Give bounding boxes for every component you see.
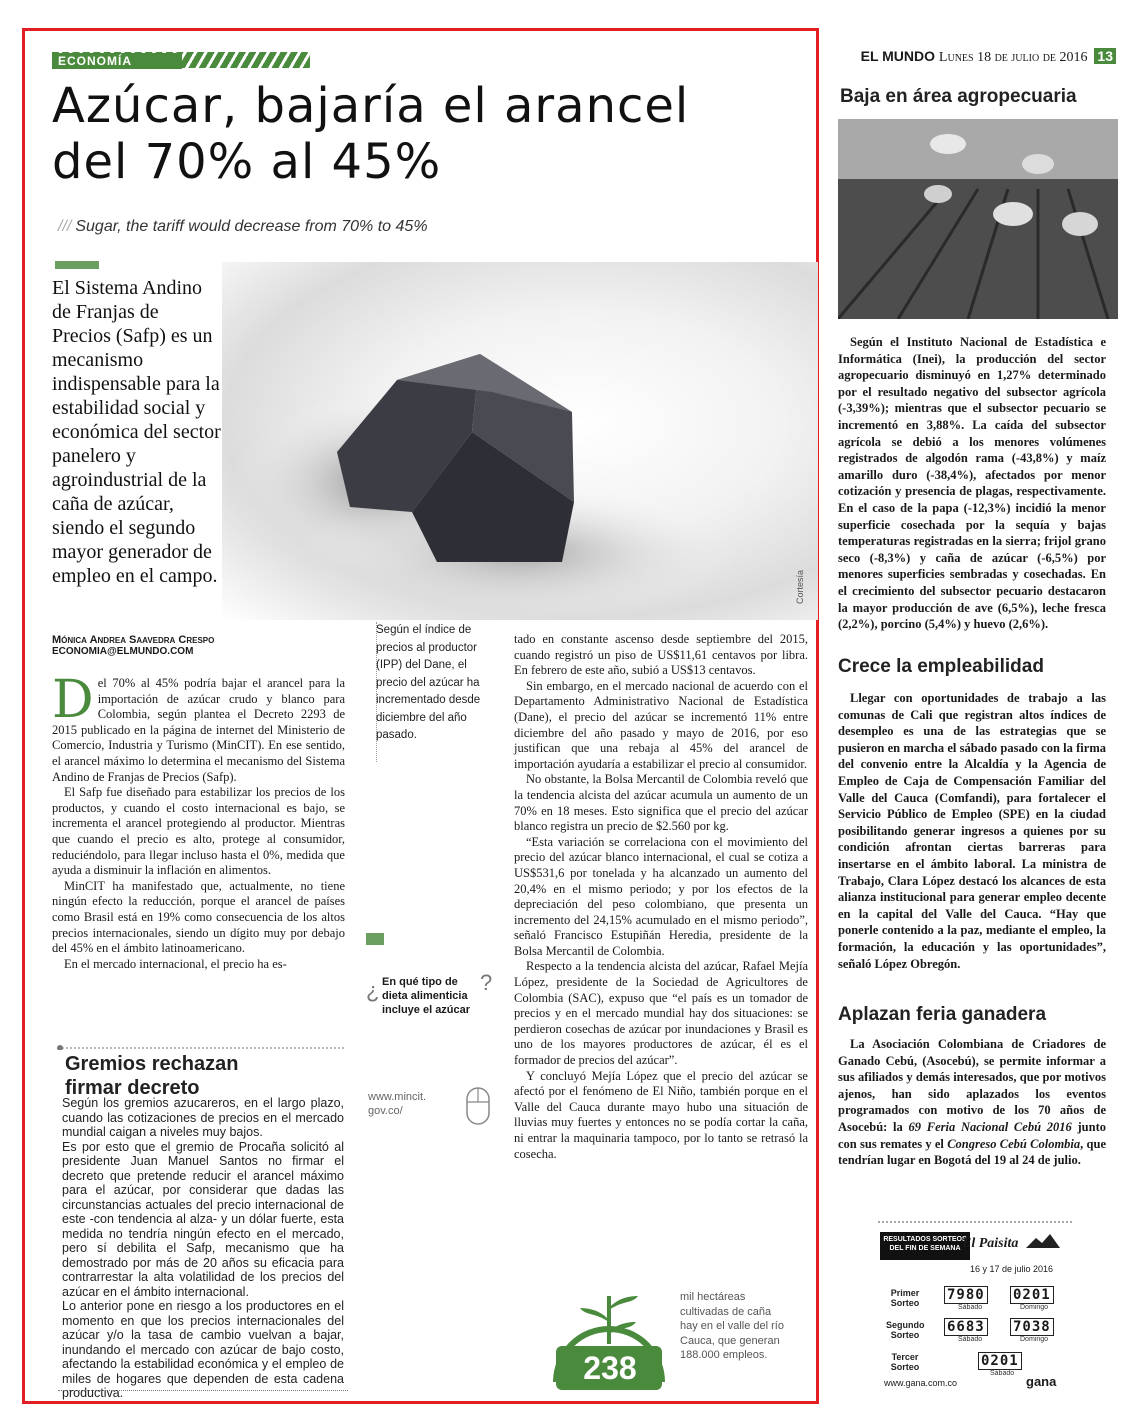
number: 7038 [1010, 1318, 1054, 1336]
number: 6683 [944, 1318, 988, 1336]
sidebar-body-1: Según el Instituto Nacional de Estadística e Informática (Inei), la producción del sector agropecuario disminuyó en 1,27% determinado por el resultado negativo del subsector agrícola (-3,39%); mientras que el subsector pecuario se incrementó en 3,88%. La caída del subsector agrícola se debió a los menores volúmenes registrados de algodón rama (-43,8%) y maíz amarillo duro (-38,4%), afectados por menor cotización y presencia de plagas, respectivamente. En el caso de la papa (-12,3%) incidió la menor superficie cosechada por la sequía y bajas temperaturas registradas en la sierra; frijol grano seco (-8,3%) y caña de azúcar (-6,5%) por menores superficies sembradas y cosechadas. En el crecimiento del subsector pecuario destacaron la mayor producción de ave (6,5%), leche fresca (2,2%), porcino (5,4%) y huevo (2,6%). [838, 335, 1106, 632]
box-title-line-1: Gremios rechazan [65, 1053, 239, 1075]
question-close-mark: ? [480, 970, 493, 995]
section-label: ECONOMÍA [52, 53, 182, 69]
masthead [848, 48, 1116, 66]
text-run: junto con sus remates y el [838, 1119, 1106, 1151]
event-name: Congreso Cebú Colombia [947, 1136, 1081, 1151]
article-column-1 [52, 670, 345, 972]
draw-sun-number [1010, 1286, 1054, 1304]
box-title-line-2: firmar decreto [65, 1077, 200, 1099]
sidebar-title-3: Aplazan feria ganadera [838, 1004, 1047, 1025]
number: 7980 [944, 1286, 988, 1304]
paragraph: Y concluyó Mejía López que el precio del azúcar se afectó por el fenómeno de El Niño, también porque en el Valle del Cauca durante mayo hubo una situación de lluvias muy fuertes y entonces no se podía cortar la caña, ni entrar la maquinaria tampoco, por lo tanto se retrasó la cosecha. [514, 1068, 808, 1161]
box-bottom-rule [58, 1390, 348, 1391]
web-reference[interactable] [368, 1090, 426, 1118]
dropcap: D [52, 670, 94, 730]
byline [52, 634, 352, 657]
headline [52, 78, 812, 190]
draw-sat-number [944, 1286, 988, 1304]
stat-number: 238 [583, 1350, 637, 1386]
farm-field-illustration [838, 119, 1118, 319]
web-url-line-2: gov.co/ [368, 1105, 403, 1117]
headline-line-1: Azúcar, bajaría el arancel [52, 78, 690, 134]
draw-sun-number [1010, 1318, 1054, 1336]
subhead [58, 218, 428, 236]
lottery-top-rule [878, 1218, 1074, 1226]
text-run: , que tendrían lugar en Bogotá del 19 al 24 de julio. [838, 1136, 1107, 1168]
sidebar-body-3 [838, 1036, 1106, 1169]
paragraph: tado en constante ascenso desde septiembre del 2015, cuando registró un piso de US$11,61 centavos por libra. En febrero de este año, subió a US$13 centavos. [514, 632, 808, 678]
draw-sat-number [978, 1352, 1022, 1370]
box-body [62, 1096, 344, 1401]
photo-credit: Cortesía [795, 570, 805, 605]
sugar-cube-photo [222, 262, 818, 620]
box-top-line [56, 1038, 348, 1050]
sidebar-title-1: Baja en área agropecuaria [840, 86, 1077, 107]
lede-accent-bar [55, 261, 99, 269]
draw-sat-number [944, 1318, 988, 1336]
sat-label: Sábado [958, 1304, 983, 1311]
lede-paragraph: El Sistema Andino de Franjas de Precios (Safp) es un mecanismo indispensable para la estabilidad social y económica del sector panelero y agroindustrial de la caña de azúcar, siendo el segundo mayor generador de empleo en el campo. [52, 277, 221, 587]
draw-label: Primer Sorteo [890, 1288, 920, 1308]
section-tag [52, 52, 310, 68]
author-email[interactable]: ECONOMIA@ELMUNDO.COM [52, 646, 194, 657]
stat-text: mil hectáreas cultivadas de caña hay en el valle del río Cauca, que generan 188.000 empleos. [680, 1291, 784, 1361]
paragraph: Es por esto que el gremio de Procaña solicitó al presidente Juan Manuel Santos no firmar el decreto que pretende reducir el arancel máximo para el azúcar, por considerar que dadas las circunstancias actuales del precio internacional de este -con tendencia al alza- y un dólar fuerte, esta medida no tendría ningún efecto en el mercado, pero sí debilita el Safp, mecanismo que ha demostrado por más de 20 años su eficacia para contrarrestar la alta volatilidad de los precios del azúcar en el ámbito internacional. [62, 1139, 344, 1299]
paragraph: “Esta variación se correlaciona con el movimiento del precio del azúcar blanco internacional, el cual se cotiza a US$531,6 por tonelada y ha alcanzado un aumento del 20,4% en el mismo periodo; y por los efectos de la depreciación del peso colombiano, que presenta un incremento del 24,15% acumulado en el mismo periodo”, señaló Francisco Estupiñán Heredia, presidente de la Bolsa Mercantil de Colombia. [514, 834, 808, 958]
question-open-mark: ¿ [366, 978, 380, 1003]
sat-label: Sábado [990, 1370, 1015, 1377]
paper-name: EL MUNDO [860, 48, 936, 64]
box-title [65, 1052, 238, 1100]
photo-caption: Según el índice de precios al productor (IPP) del Dane, el precio del azúcar ha incrementado desde diciembre del año pasado. [376, 624, 481, 741]
page-number: 13 [1094, 48, 1116, 64]
sat-label: Sábado [958, 1336, 983, 1343]
question-accent-bar [366, 933, 384, 945]
question-text: En qué tipo de dieta alimenticia incluye el azúcar [382, 976, 471, 1016]
sidebar-body-2: Llegar con oportunidades de trabajo a las comunas de Cali que registran altos índices de desempleo es una de las estrategias que se pusieron en marcha el sábado pasado con la firma del convenio entre la Alcaldía y la Agencia de Empleo de Caja de Compensación Familiar del Valle del Cauca (Comfandi), para fortalecer el Servicio Público de Empleo (SPE) en la ciudad posibilitando generar ingresos a quienes por su condición afrontan ciertas barreras para insertarse en el ámbito laboral. La ministra de Trabajo, Clara López destacó los alcances de esta alianza institucional para generar empleo decente en la capital del Valle del Cauca. “Hay que ponerle contenido a la paz, mediante el empleo, la formación, la educación y las oportunidades”, señaló López Obregón. [838, 691, 1106, 971]
lottery-brand: El Paisita [962, 1236, 1019, 1251]
paragraph: Sin embargo, en el mercado nacional de acuerdo con el Departamento Administrativo Nacional de Estadística (Dane), el precio del azúcar se incrementó 11% entre diciembre del año pasado y mayo de 2016, por eso justifican que una rebaja al 45% del arancel de importación ayudaría a estabilizar el precio al consumidor. [514, 678, 808, 771]
article-column-3 [514, 632, 808, 1162]
headline-line-2: del 70% al 45% [52, 134, 442, 190]
draw-label: Segundo Sorteo [886, 1320, 925, 1340]
sugar-cube-illustration [222, 262, 818, 620]
lottery-site[interactable]: www.gana.com.co [884, 1378, 958, 1388]
author-name: Mónica Andrea Saavedra Crespo [52, 634, 215, 646]
sidebar-title-2: Crece la empleabilidad [838, 656, 1044, 677]
draw-label: Tercer Sorteo [890, 1352, 920, 1372]
paragraph: Respecto a la tendencia alcista del azúcar, Rafael Mejía López, presidente de la Sociedad de Agricultores de Colombia (SAC), expuso que “el país es un tomador de precios y en el mercado mundial hay dos situaciones: se perdieron cosechas de azúcar por inundaciones y Brasil es uno de los mayores productores de azúcar, él es el formador de precios del azúcar”. [514, 959, 808, 1068]
paragraph [52, 670, 345, 785]
paragraph: Lo anterior pone en riesgo a los productores en el momento en que los precios internacionales del azúcar y/o la tasa de cambio vuelvan a bajar, inundando el mercado con azúcar de bajo costo, afectando la estabilidad económica y el empleo de miles de hogares que dependen de esta cadena productiva. [62, 1299, 344, 1400]
mouse-icon [465, 1086, 491, 1126]
event-name: 69 Feria Nacional Cebú 2016 [908, 1119, 1072, 1134]
text-run: La Asociación Colombiana de Criadores de Ganado Cebú, (Asocebú), se permite informar a sus afiliados y demás interesados, que por motivos ajenos, han sido aplazados los eventos programados con motivo de los 70 años de Asocebú: la [838, 1037, 1106, 1134]
subhead-marks: /// [58, 218, 72, 235]
gana-logo: gana [1026, 1374, 1057, 1389]
mountain-icon [1026, 1234, 1060, 1248]
subhead-text: Sugar, the tariff would decrease from 70% to 45% [75, 218, 428, 235]
web-url-line-1: www.mincit. [368, 1091, 427, 1103]
issue-date: Lunes 18 de julio de 2016 [938, 50, 1088, 65]
farmworkers-photo [838, 119, 1118, 319]
sun-label: Domingo [1020, 1336, 1049, 1343]
paragraph: Según los gremios azucareros, en el largo plazo, cuando las cotizaciones de precios en el mercado mundial caigan a niveles muy bajos. [62, 1096, 344, 1139]
number: 0201 [1010, 1286, 1054, 1304]
paragraph: MinCIT ha manifestado que, actualmente, no tiene ningún efecto la reducción, porque el arancel de países como Brasil está en 19% como consecuencia de los altos precios internacionales, siendo un dígito muy por debajo del 45% en el ámbito latinoamericano. [52, 878, 345, 956]
paragraph-text: el 70% al 45% podría bajar el arancel para la importación de azúcar crudo y blanco para Colombia, según plantea el Decreto 2293 de 2015 publicado en la página de internet del Ministerio de Comercio, Industria y Turismo (MinCIT). En ese sentido, el arancel máximo lo determina el mecanismo del Sistema Andino de Franjas de Precios (Safp). [52, 676, 345, 784]
lottery-header: RESULTADOS SORTEOS DEL FIN DE SEMANA [880, 1232, 970, 1260]
paragraph: En el mercado internacional, el precio ha es- [64, 956, 287, 971]
paragraph: El Safp fue diseñado para estabilizar los precios de los productos, y cuando el costo internacional es bajo, se incrementa el arancel protegiendo al productor. Mientras que cuando el precio es alto, protege al consumidor, reduciéndolo, para llegar incluso hasta el 0%, medida que ayuda a disminuir la inflación en alimentos. [52, 785, 345, 878]
paragraph: No obstante, la Bolsa Mercantil de Colombia reveló que la tendencia alcista del azúcar acumula un aumento de un 70% en 18 meses. Esto significa que el precio del azúcar blanco registra un precio de $2.560 por kg. [514, 772, 808, 834]
sun-label: Domingo [1020, 1304, 1049, 1311]
lottery-date: 16 y 17 de julio 2016 [970, 1264, 1054, 1274]
number: 0201 [978, 1352, 1022, 1370]
